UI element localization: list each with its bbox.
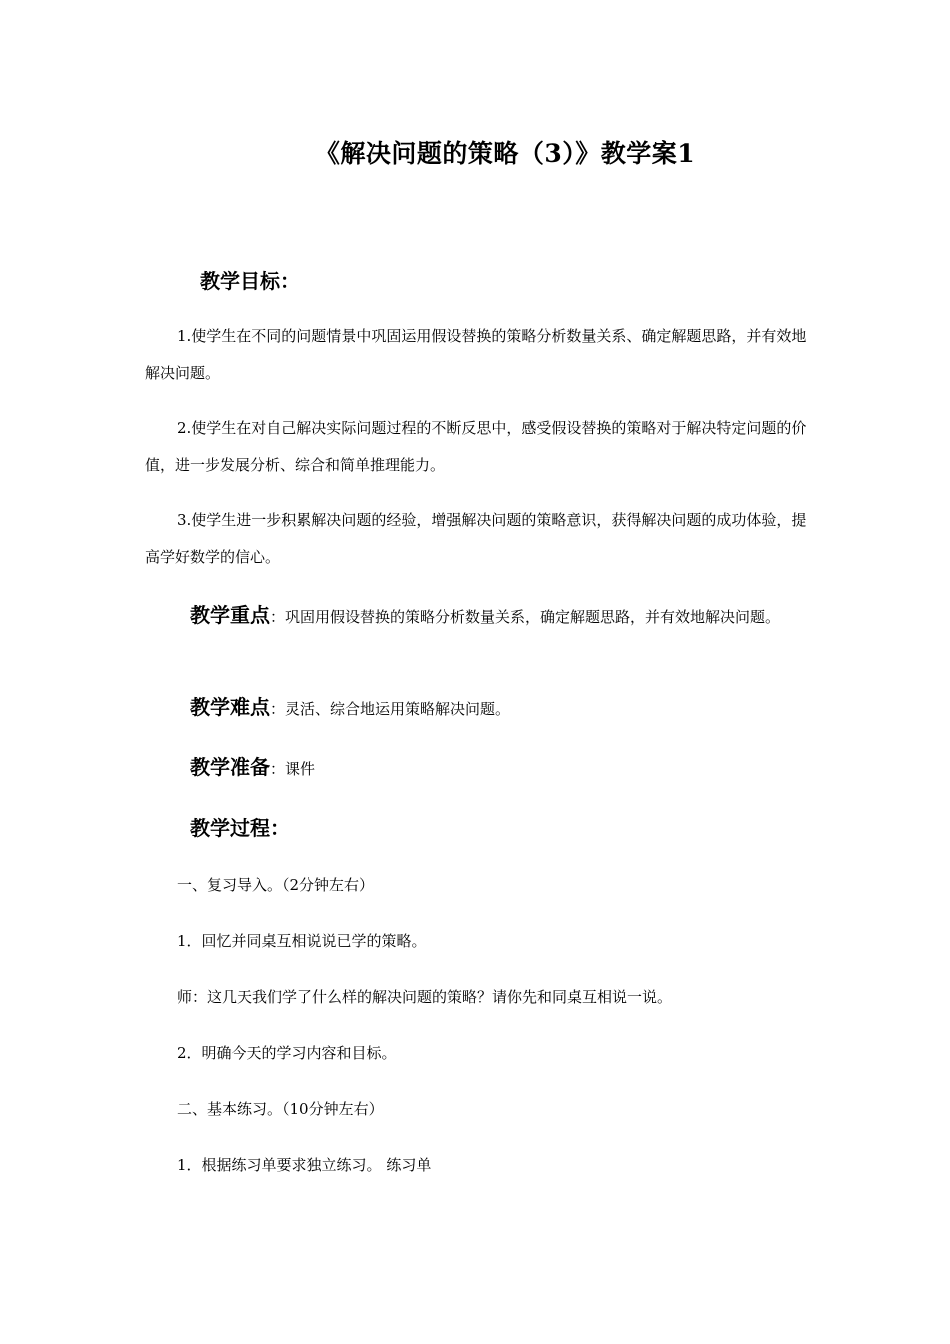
key-point-label: 教学重点 [190, 603, 270, 627]
process-line-5: 二、基本练习。（10分钟左右） [177, 1100, 384, 1118]
difficulty [145, 689, 810, 728]
objective-item-3: 3.使学生进一步积累解决问题的经验，增强解决问题的策略意识，获得解决问题的成功体验，提高学好数学的信心。 [145, 511, 807, 566]
key-point-colon: ： [270, 608, 286, 626]
objective-item-1: 1.使学生在不同的问题情景中巩固运用假设替换的策略分析数量关系、确定解题思路，并有效地解决问题。 [145, 327, 807, 382]
difficulty-label: 教学难点 [190, 695, 270, 719]
key-point-text: 巩固用假设替换的策略分析数量关系，确定解题思路，并有效地解决问题。 [285, 608, 781, 626]
process-line-6: 1．根据练习单要求独立练习。 练习单 [177, 1156, 432, 1174]
preparation-colon: ： [270, 760, 286, 778]
preparation-label: 教学准备 [190, 755, 270, 779]
preparation-text: 课件 [285, 760, 316, 778]
difficulty-colon: ： [270, 700, 286, 718]
process-line-2: 1．回忆并同桌互相说说已学的策略。 [177, 932, 427, 950]
process-line-3: 师：这几天我们学了什么样的解决问题的策略？请你先和同桌互相说一说。 [177, 988, 673, 1006]
document-title: 《解决问题的策略（3）》教学案1 [314, 139, 696, 168]
preparation [145, 749, 810, 788]
process-heading: 教学过程： [190, 816, 290, 840]
objectives-heading: 教学目标： [200, 269, 300, 293]
objective-item-2: 2.使学生在对自己解决实际问题过程的不断反思中，感受假设替换的策略对于解决特定问题的价值，进一步发展分析、综合和简单推理能力。 [145, 419, 807, 474]
process-line-4: 2．明确今天的学习内容和目标。 [177, 1044, 397, 1062]
key-point [145, 597, 810, 636]
difficulty-text: 灵活、综合地运用策略解决问题。 [285, 700, 511, 718]
process-line-1: 一、复习导入。（2分钟左右） [177, 876, 375, 894]
